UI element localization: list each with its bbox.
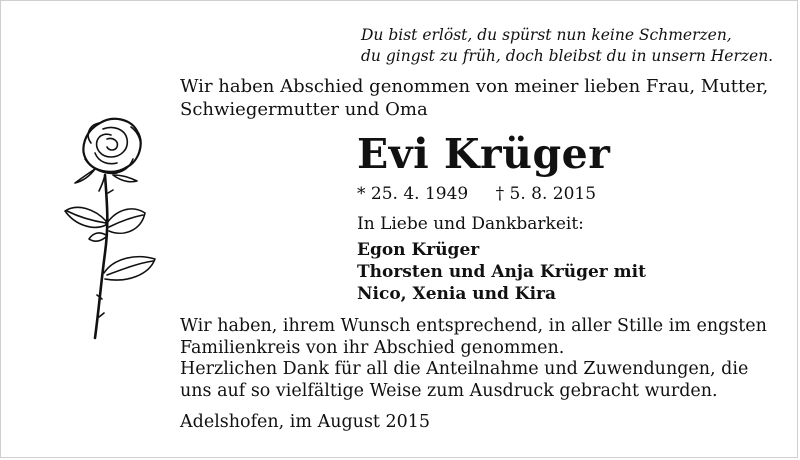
- intro-line-1: Wir haben Abschied genommen von meiner lieben Frau, Mutter,: [180, 76, 769, 97]
- thanks-heading: In Liebe und Dankbarkeit:: [357, 214, 584, 234]
- message-line-1: Wir haben, ihrem Wunsch entsprechend, in aller Stille im engsten: [180, 316, 767, 336]
- message-line-2: Familienkreis von ihr Abschied genommen.: [180, 337, 565, 358]
- closing-message: [180, 316, 790, 402]
- death-date: † 5. 8. 2015: [495, 184, 597, 204]
- place-and-date: Adelshofen, im August 2015: [180, 412, 431, 432]
- family-member: Egon Krüger: [357, 240, 480, 260]
- deceased-name: Evi Krüger: [357, 130, 611, 178]
- message-line-4: uns auf so vielfältige Weise zum Ausdruck gebracht wurden.: [180, 380, 718, 401]
- life-dates: [357, 183, 596, 205]
- family-member: Thorsten und Anja Krüger mit: [357, 262, 646, 282]
- motto-line-2: du gingst zu früh, doch bleibst du in unsern Herzen.: [361, 47, 774, 65]
- family-list: [357, 239, 646, 305]
- family-member: Nico, Xenia und Kira: [357, 284, 557, 304]
- intro-text: [180, 75, 790, 121]
- rose-icon: [55, 113, 167, 343]
- motto-verse: [361, 25, 791, 67]
- intro-line-2: Schwiegermutter und Oma: [180, 99, 428, 120]
- message-line-3: Herzlichen Dank für all die Anteilnahme und Zuwendungen, die: [180, 359, 749, 379]
- motto-line-1: Du bist erlöst, du spürst nun keine Schmerzen,: [361, 26, 732, 44]
- birth-date: * 25. 4. 1949: [357, 184, 469, 204]
